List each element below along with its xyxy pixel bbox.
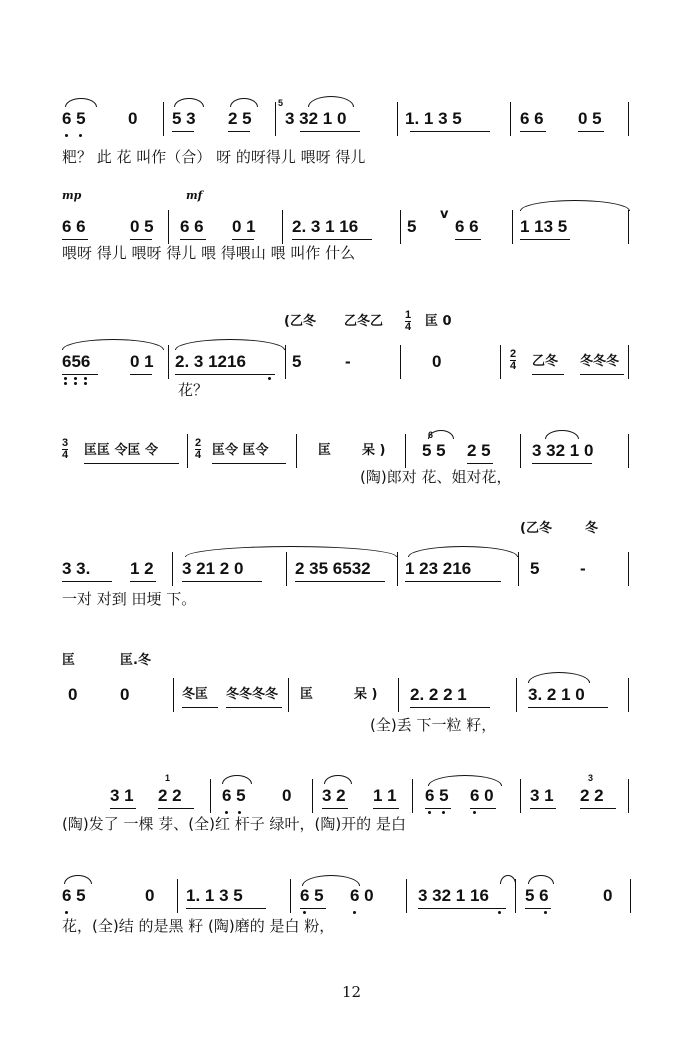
note-group: 3 3. <box>62 559 91 578</box>
octave-dot <box>353 911 356 914</box>
underline-beam <box>84 463 179 464</box>
barline <box>400 210 401 244</box>
underline-beam <box>470 808 496 809</box>
underline-beam <box>110 808 136 809</box>
note-group: 1 23 216 <box>405 559 472 578</box>
barline <box>210 779 211 813</box>
underline-beam <box>467 463 493 464</box>
note-group: 3 1 <box>110 786 134 805</box>
barline <box>290 879 291 913</box>
barline <box>520 434 521 468</box>
barline <box>397 102 398 136</box>
barline <box>296 434 297 468</box>
barline <box>510 102 511 136</box>
underline-beam <box>530 808 556 809</box>
underline-beam <box>295 581 385 582</box>
underline-beam <box>212 463 286 464</box>
octave-dot <box>225 811 228 814</box>
slur <box>230 98 258 107</box>
grace-note: 6 <box>428 430 434 440</box>
note-group: 6 5 <box>425 786 449 805</box>
note-group: 0 <box>432 352 442 371</box>
slur <box>500 875 516 884</box>
underline-beam <box>455 239 481 240</box>
underline-beam <box>300 131 360 132</box>
octave-dot <box>303 911 306 914</box>
note-group: 0 <box>128 109 138 128</box>
slur <box>175 339 285 350</box>
slur <box>302 875 360 886</box>
octave-dot <box>74 382 77 385</box>
note-group: 5 <box>292 352 302 371</box>
barline <box>405 434 406 468</box>
barline <box>515 879 516 913</box>
slur <box>528 875 554 884</box>
barline <box>286 552 287 586</box>
note-group: 5 <box>407 217 417 236</box>
barline <box>285 345 286 379</box>
underline-beam <box>186 908 266 909</box>
slur <box>428 430 454 439</box>
time-signature: 3 4 <box>62 437 69 461</box>
slur <box>428 775 502 786</box>
percussion-part: 匡 0 <box>425 314 452 329</box>
note-group: 2. 2 2 1 <box>410 685 467 704</box>
underline-beam <box>525 908 551 909</box>
underline-beam <box>425 808 451 809</box>
lyric-line: 一对 对到 田埂 下。 <box>62 590 197 608</box>
underline-beam <box>410 131 490 132</box>
octave-dot <box>428 811 431 814</box>
note-group: 6 6 <box>455 217 479 236</box>
note-group: 6 6 <box>180 217 204 236</box>
note-group: 2 2 <box>158 786 182 805</box>
time-signature: 1 4 <box>405 309 412 333</box>
note-group: 冬匡 <box>182 687 209 702</box>
barline <box>628 779 629 813</box>
slur <box>528 672 590 683</box>
barline <box>398 678 399 712</box>
note-group: 1 13 5 <box>520 217 568 236</box>
slur <box>545 430 579 439</box>
note-group: 0 1 <box>232 217 256 236</box>
percussion-part: (乙冬 <box>284 314 316 329</box>
slur <box>64 875 92 884</box>
note-group: 0 <box>120 685 130 704</box>
note-group: 5 <box>530 559 540 578</box>
underline-beam <box>520 239 570 240</box>
octave-dot <box>473 811 476 814</box>
note-group: 5 5 <box>422 441 446 460</box>
note-group: 6 5 <box>62 109 86 128</box>
time-signature: 2 4 <box>195 437 202 461</box>
underline-beam <box>580 374 624 375</box>
slur <box>520 200 630 211</box>
underline-beam <box>62 581 112 582</box>
note-group: 1. 1 3 5 <box>405 109 462 128</box>
percussion-part: 乙冬乙 <box>344 314 384 329</box>
underline-beam <box>226 707 282 708</box>
underline-beam <box>405 581 501 582</box>
note-group: 3 32 1 0 <box>532 441 594 460</box>
barline <box>628 345 629 379</box>
octave-dot <box>65 134 68 137</box>
underline-beam <box>580 808 616 809</box>
barline <box>500 345 501 379</box>
octave-dot <box>65 911 68 914</box>
note-group: 0 5 <box>130 217 154 236</box>
note-group: 冬冬冬冬 <box>226 687 279 702</box>
underline-beam <box>532 463 592 464</box>
underline-beam <box>520 131 546 132</box>
barline <box>516 678 517 712</box>
note-group: 匡 <box>300 687 314 702</box>
barline <box>168 345 169 379</box>
barline <box>275 102 276 136</box>
underline-beam <box>180 239 206 240</box>
octave-dot <box>64 382 67 385</box>
note-group: 呆 ) <box>362 443 386 458</box>
underline-beam <box>300 908 326 909</box>
slur <box>174 98 204 107</box>
underline-beam <box>528 707 608 708</box>
grace-note: 5 <box>278 98 284 108</box>
slur <box>222 775 252 784</box>
note-group: 匡令 匡令 <box>212 443 269 458</box>
underline-beam <box>232 239 254 240</box>
note-group: 匡匡 令匡 令 <box>84 443 159 458</box>
slur <box>308 96 354 107</box>
slur <box>62 339 164 350</box>
barline <box>628 678 629 712</box>
slur <box>185 546 397 557</box>
note-group: 0 <box>282 786 292 805</box>
underline-beam <box>130 581 156 582</box>
underline-beam <box>292 239 372 240</box>
barline <box>512 210 513 244</box>
grace-note: 3 <box>588 773 594 783</box>
note-group: 匡 <box>318 443 332 458</box>
lyric-line: (陶)郎对 花、姐对花， <box>360 468 512 486</box>
barline <box>628 552 629 586</box>
note-group: 3 21 2 0 <box>182 559 244 578</box>
note-group: 3 32 1 16 <box>418 886 489 905</box>
octave-dot <box>238 811 241 814</box>
note-group: 2 5 <box>228 109 252 128</box>
octave-dot <box>544 911 547 914</box>
barline <box>412 779 413 813</box>
time-signature: 2 4 <box>510 348 517 372</box>
note-group: 656 <box>62 352 91 371</box>
barline <box>630 879 631 913</box>
note-group: 5 3 <box>172 109 196 128</box>
underline-beam <box>175 374 275 375</box>
note-group: 2 35 6532 <box>295 559 371 578</box>
lyric-line: 粑？ 此 花 叫作（合） 呀 的呀得儿 喂呀 得儿 <box>62 148 366 166</box>
barline <box>628 434 629 468</box>
percussion-part: 冬 <box>585 521 599 536</box>
barline <box>187 434 188 468</box>
underline-beam <box>130 374 152 375</box>
underline-beam <box>62 374 98 375</box>
lyric-line: 花？ <box>178 381 209 399</box>
note-group: 2 5 <box>467 441 491 460</box>
percussion-part: 匡.冬 <box>120 653 151 668</box>
dynamic-mp: mp <box>62 189 82 202</box>
note-group: 2 2 <box>580 786 604 805</box>
note-group: 6 0 <box>470 786 494 805</box>
page-number: 12 <box>342 983 362 1001</box>
note-group: 6 5 <box>300 886 324 905</box>
barline <box>163 102 164 136</box>
note-group: - <box>580 559 586 578</box>
octave-dot <box>498 911 501 914</box>
barline <box>173 678 174 712</box>
note-group: 6 6 <box>520 109 544 128</box>
note-group: 5 6 <box>525 886 549 905</box>
lyric-line: 喂呀 得儿 喂呀 得儿 喂 得喂山 喂 叫作 什么 <box>62 244 356 262</box>
lyric-line: (陶)发了 一棵 芽、(全)红 杆子 绿叶，(陶)开的 是白 <box>62 815 406 833</box>
underline-beam <box>410 707 490 708</box>
octave-dot <box>442 811 445 814</box>
note-group: 0 <box>603 886 613 905</box>
percussion-part: 匡 <box>62 653 76 668</box>
percussion-part: (乙冬 <box>520 521 552 536</box>
note-group: 3 32 1 0 <box>285 109 347 128</box>
octave-dot <box>84 382 87 385</box>
underline-beam <box>578 131 604 132</box>
note-group: 1 2 <box>130 559 154 578</box>
note-group: 2. 3 1216 <box>175 352 246 371</box>
note-group: 1. 1 3 5 <box>186 886 243 905</box>
underline-beam <box>182 581 262 582</box>
note-group: 3 1 <box>530 786 554 805</box>
lyric-line: (全)丢 下一粒 籽， <box>370 716 497 734</box>
note-group: 1 1 <box>373 786 397 805</box>
octave-dot <box>64 377 67 380</box>
barline <box>288 678 289 712</box>
note-group: 3 2 <box>322 786 346 805</box>
slur <box>408 546 518 557</box>
underline-beam <box>182 707 218 708</box>
note-group: 0 1 <box>130 352 154 371</box>
barline <box>518 552 519 586</box>
octave-dot <box>84 377 87 380</box>
note-group: 0 <box>68 685 78 704</box>
slur <box>324 775 352 784</box>
breath-mark: v <box>440 207 449 222</box>
note-group: 呆 ) <box>354 687 378 702</box>
dynamic-mf: mf <box>186 189 203 202</box>
slur <box>65 98 97 107</box>
underline-beam <box>532 374 564 375</box>
note-group: 冬冬冬 <box>580 354 620 369</box>
lyric-line: 花，(全)结 的是黑 籽 (陶)磨的 是白 粉， <box>62 917 335 935</box>
note-group: 6 0 <box>350 886 374 905</box>
underline-beam <box>418 908 506 909</box>
barline <box>282 210 283 244</box>
octave-dot <box>79 134 82 137</box>
note-group: 6 6 <box>62 217 86 236</box>
barline <box>397 552 398 586</box>
note-group: 3. 2 1 0 <box>528 685 585 704</box>
barline <box>172 552 173 586</box>
note-group: 2. 3 1 16 <box>292 217 359 236</box>
note-group: 乙冬 <box>532 354 559 369</box>
note-group: 6 5 <box>62 886 86 905</box>
octave-dot <box>74 377 77 380</box>
note-group: 0 5 <box>578 109 602 128</box>
grace-note: 1 <box>165 773 171 783</box>
octave-dot <box>268 377 271 380</box>
note-group: - <box>345 352 351 371</box>
underline-beam <box>130 239 152 240</box>
underline-beam <box>373 808 399 809</box>
barline <box>628 102 629 136</box>
underline-beam <box>62 239 88 240</box>
underline-beam <box>172 131 194 132</box>
barline <box>628 210 629 244</box>
barline <box>406 879 407 913</box>
barline <box>312 779 313 813</box>
underline-beam <box>228 131 250 132</box>
note-group: 6 5 <box>222 786 246 805</box>
barline <box>520 779 521 813</box>
barline <box>168 210 169 244</box>
barline <box>177 879 178 913</box>
underline-beam <box>322 808 348 809</box>
underline-beam <box>158 808 194 809</box>
note-group: 0 <box>145 886 155 905</box>
barline <box>400 345 401 379</box>
